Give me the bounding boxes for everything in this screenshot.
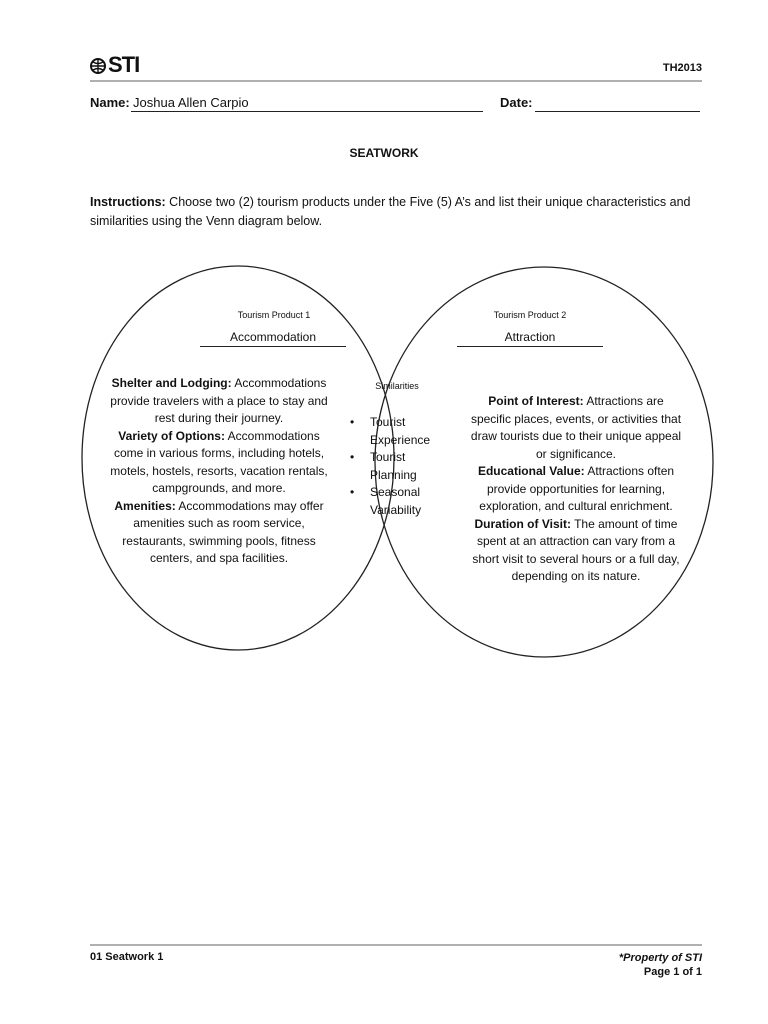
logo-text: STI xyxy=(108,52,140,77)
left-item xyxy=(106,428,332,498)
instructions-text: Choose two (2) tourism products under the Five (5) A’s and list their unique characteristics and similarities using the Venn diagram below. xyxy=(90,195,691,228)
right-item xyxy=(467,516,685,586)
similarity-item: • Tourist Experience xyxy=(346,414,442,449)
left-item-heading: Shelter and Lodging: xyxy=(111,376,232,390)
date-label: Date: xyxy=(500,95,533,110)
left-item-heading: Variety of Options: xyxy=(118,428,225,443)
similarity-item: • Seasonal Variability xyxy=(346,484,442,519)
left-item-text: Accommodations come in various forms, including hotels, motels, hostels, resorts, vacation rentals, campgrounds, and more. xyxy=(110,428,328,495)
left-product-title: Tourism Product 1 xyxy=(237,310,311,320)
instructions-label: Instructions: xyxy=(90,195,166,209)
right-product-name: Attraction xyxy=(457,330,603,347)
name-label: Name: xyxy=(90,95,130,110)
left-item-text: Accommodations provide travelers with a place to stay and rest during their journey. xyxy=(110,376,328,425)
footer-divider xyxy=(90,944,702,946)
left-item-heading: Amenities: xyxy=(114,498,176,513)
property-note: *Property of STI xyxy=(618,952,702,964)
left-product-name: Accommodation xyxy=(200,330,346,347)
similarities-title: Similarities xyxy=(375,381,419,391)
right-item-heading: Duration of Visit: xyxy=(474,516,571,531)
right-item-text: The amount of time spent at an attraction can vary from a short visit to several hours or a full day, depending on its nature. xyxy=(472,516,680,583)
left-item xyxy=(106,375,332,428)
page-title: SEATWORK xyxy=(349,146,419,160)
left-item-text: Accommodations may offer amenities such as room service, restaurants, swimming pools, fitness centers, and spa facilities. xyxy=(122,498,324,565)
right-item-heading: Educational Value: xyxy=(477,464,585,478)
right-characteristics xyxy=(467,393,685,586)
footer-right xyxy=(619,951,702,979)
similarities-list xyxy=(346,414,442,519)
document-code: TH2013 xyxy=(662,62,702,74)
left-characteristics xyxy=(106,375,332,568)
right-item-heading: Point of Interest: xyxy=(488,394,584,408)
right-item xyxy=(467,393,685,463)
right-item xyxy=(467,463,685,516)
similarity-item: • Tourist Planning xyxy=(346,449,442,484)
right-item-text: Attractions are specific places, events, or activities that draw tourists due to their unique appeal or significance. xyxy=(470,394,682,461)
page-number: Page 1 of 1 xyxy=(643,966,702,978)
right-item-text: Attractions often provide opportunities for learning, exploration, and cultural enrichment. xyxy=(479,464,675,513)
footer-label: 01 Seatwork 1 xyxy=(90,951,164,963)
right-product-title: Tourism Product 2 xyxy=(493,310,567,320)
name-field[interactable]: Joshua Allen Carpio xyxy=(131,95,483,112)
left-item xyxy=(106,498,332,568)
